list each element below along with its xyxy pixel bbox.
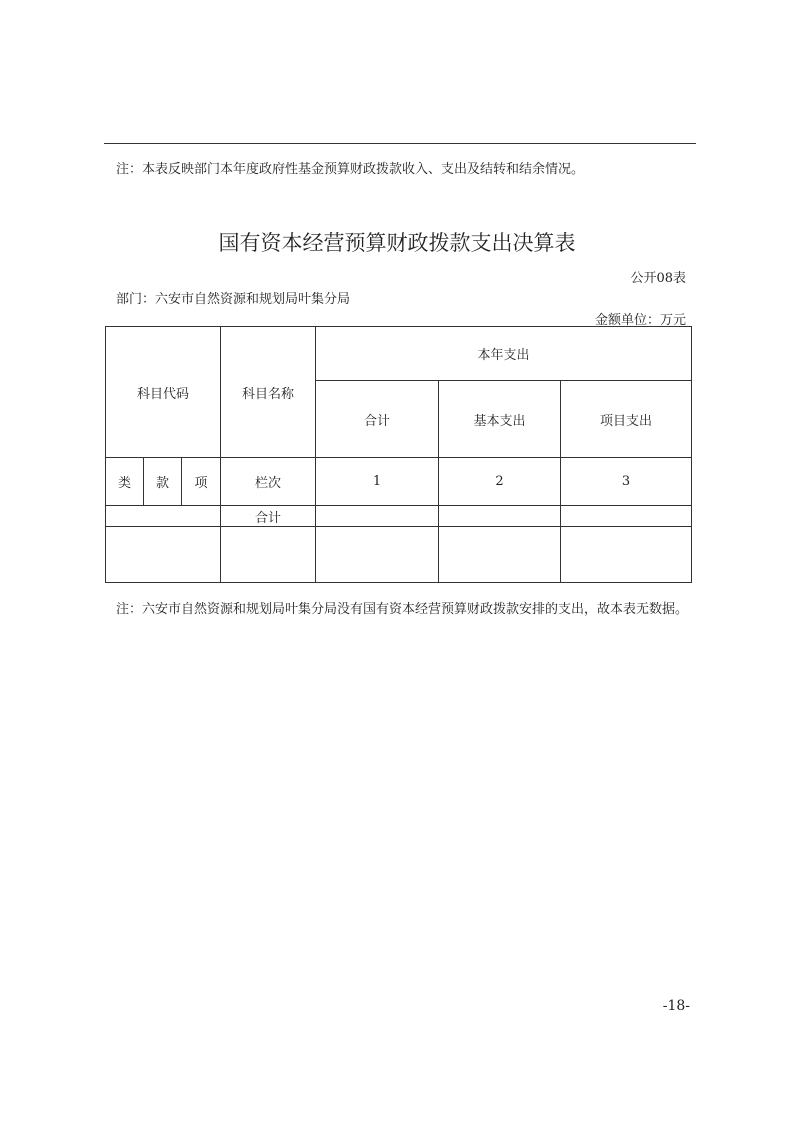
total-row-code-cell <box>106 506 221 527</box>
subject-name-header: 科目名称 <box>221 327 316 458</box>
subject-code-header: 科目代码 <box>106 327 221 458</box>
empty-cell <box>106 527 221 583</box>
col2-index: 2 <box>439 458 561 506</box>
page-title: 国有资本经营预算财政拨款支出决算表 <box>218 231 576 255</box>
column-no-header: 栏次 <box>221 458 316 506</box>
basic-expense-header: 基本支出 <box>439 381 561 458</box>
department-label: 部门：六安市自然资源和规划局叶集分局 <box>116 292 351 307</box>
total-row-label: 合计 <box>221 506 316 527</box>
project-expense-header: 项目支出 <box>561 381 692 458</box>
form-code: 公开08表 <box>630 271 686 286</box>
total-header: 合计 <box>316 381 439 458</box>
kuan-header: 款 <box>144 458 182 506</box>
total-row-cell <box>439 506 561 527</box>
expense-table <box>105 326 692 583</box>
xiang-header: 项 <box>182 458 221 506</box>
lei-header: 类 <box>106 458 144 506</box>
top-note: 注：本表反映部门本年度政府性基金预算财政拨款收入、支出及结转和结余情况。 <box>116 162 585 177</box>
page-number: -18- <box>662 998 690 1014</box>
unit-label: 金额单位：万元 <box>594 313 686 328</box>
empty-cell <box>439 527 561 583</box>
empty-cell <box>561 527 692 583</box>
bottom-note: 注：六安市自然资源和规划局叶集分局没有国有资本经营预算财政拨款安排的支出，故本表无数据。 <box>116 602 689 617</box>
empty-cell <box>316 527 439 583</box>
empty-cell <box>221 527 316 583</box>
current-year-expense-header: 本年支出 <box>316 327 692 381</box>
total-row-cell <box>561 506 692 527</box>
header-rule <box>104 143 696 144</box>
col3-index: 3 <box>561 458 692 506</box>
total-row-cell <box>316 506 439 527</box>
col1-index: 1 <box>316 458 439 506</box>
